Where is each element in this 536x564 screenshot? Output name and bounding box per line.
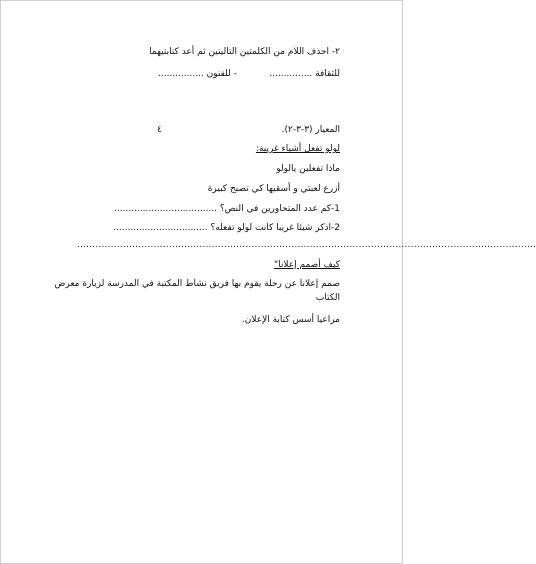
- story-line-1: ماذا تفعلين يالولو: [276, 164, 340, 174]
- q2-word-2: - للفنون ................: [158, 69, 237, 79]
- standard-label: المعيار (٣-٣-٢).: [281, 125, 340, 135]
- ad-note: مراعيا أسس كتابة الإعلان.: [241, 315, 340, 325]
- story-question-2: 2-اذكر شيئا غريبا كانت لولو تفعله؟ .................................: [113, 223, 340, 233]
- ad-title: كيف أصمم إعلانا": [273, 260, 340, 270]
- story-line-2: أزرع لعبتي و أسقيها كي تصبح كبيرة: [207, 184, 340, 194]
- answer-dotted-line: ......................................................................................................................................................: [77, 240, 536, 250]
- ad-task-continued: الكتاب: [315, 293, 340, 303]
- q2-word-1: للثقافة ...............: [269, 69, 340, 79]
- story-question-1: 1-كم عدد المتحاورين في النص؟ ....................................: [114, 204, 340, 214]
- standard-number: ٤: [157, 125, 162, 135]
- ad-task: صمم إعلانا عن رحلة يقوم بها فريق نشاط المكتبة في المدرسة لزيارة معرض: [54, 279, 340, 289]
- story-title: لولو تفعل أشياء غريبة:: [255, 144, 340, 154]
- q2-instruction: ٢- احذف اللام من الكلمتين التاليتين ثم أعد كتابتيهما: [149, 47, 340, 57]
